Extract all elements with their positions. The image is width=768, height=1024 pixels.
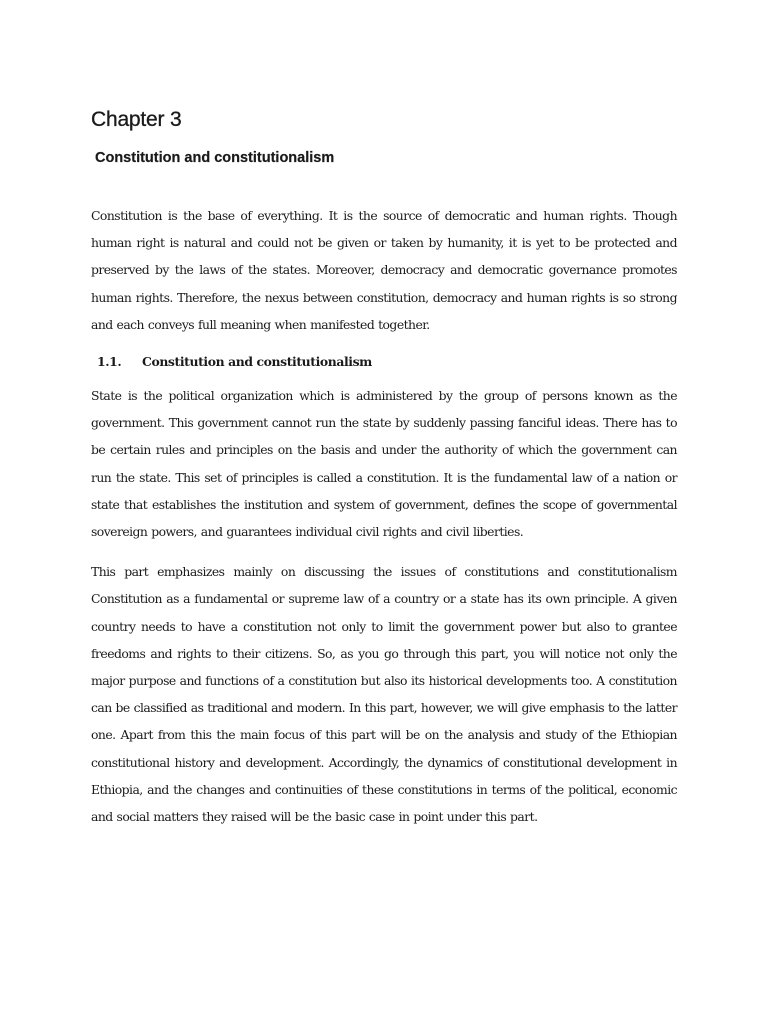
part-overview-paragraph: This part emphasizes mainly on discussing the issues of constitutions and constitutionalism Constitution as a fundamental or supreme law of a country or a state has its own principle. A given country needs to have a constitution not only to limit the government power but also to grantee freedoms and rights to their citizens. So, as you go through this part, you will notice not only the major purpose and functions of a constitution but also its historical developments too. A constitution can be classified as traditional and modern. In this part, however, we will give emphasis to the latter one. Apart from this the main focus of this part will be on the analysis and study of the Ethiopian constitutional history and development. Accordingly, the dynamics of constitutional development in Ethiopia, and the changes and continuities of these constitutions in terms of the political, economic and social matters they raised will be the basic case in point under this part.	[91, 564, 677, 825]
section-title: Constitution and constitutionalism	[142, 354, 372, 370]
intro-paragraph: Constitution is the base of everything. It is the source of democratic and human rights. Though human right is natural and could not be given or taken by humanity, it is yet to be protected and preserved by the laws of the states. Moreover, democracy and democratic governance promotes human rights. Therefore, the nexus between constitution, democracy and human rights is so strong and each conveys full meaning when manifested together.	[91, 208, 677, 332]
state-paragraph: State is the political organization which is administered by the group of persons known as the government. This government cannot run the state by suddenly passing fanciful ideas. There has to be certain rules and principles on the basis and under the authority of which the government can run the state. This set of principles is called a constitution. It is the fundamental law of a nation or state that establishes the institution and system of government, defines the scope of governmental sovereign powers, and guarantees individual civil rights and civil liberties.	[91, 388, 677, 540]
chapter-title: Chapter 3	[91, 108, 182, 131]
section-heading	[97, 352, 677, 372]
chapter-subtitle: Constitution and constitutionalism	[95, 150, 335, 166]
section-number: 1.1.	[97, 354, 122, 370]
document-page	[91, 106, 677, 830]
